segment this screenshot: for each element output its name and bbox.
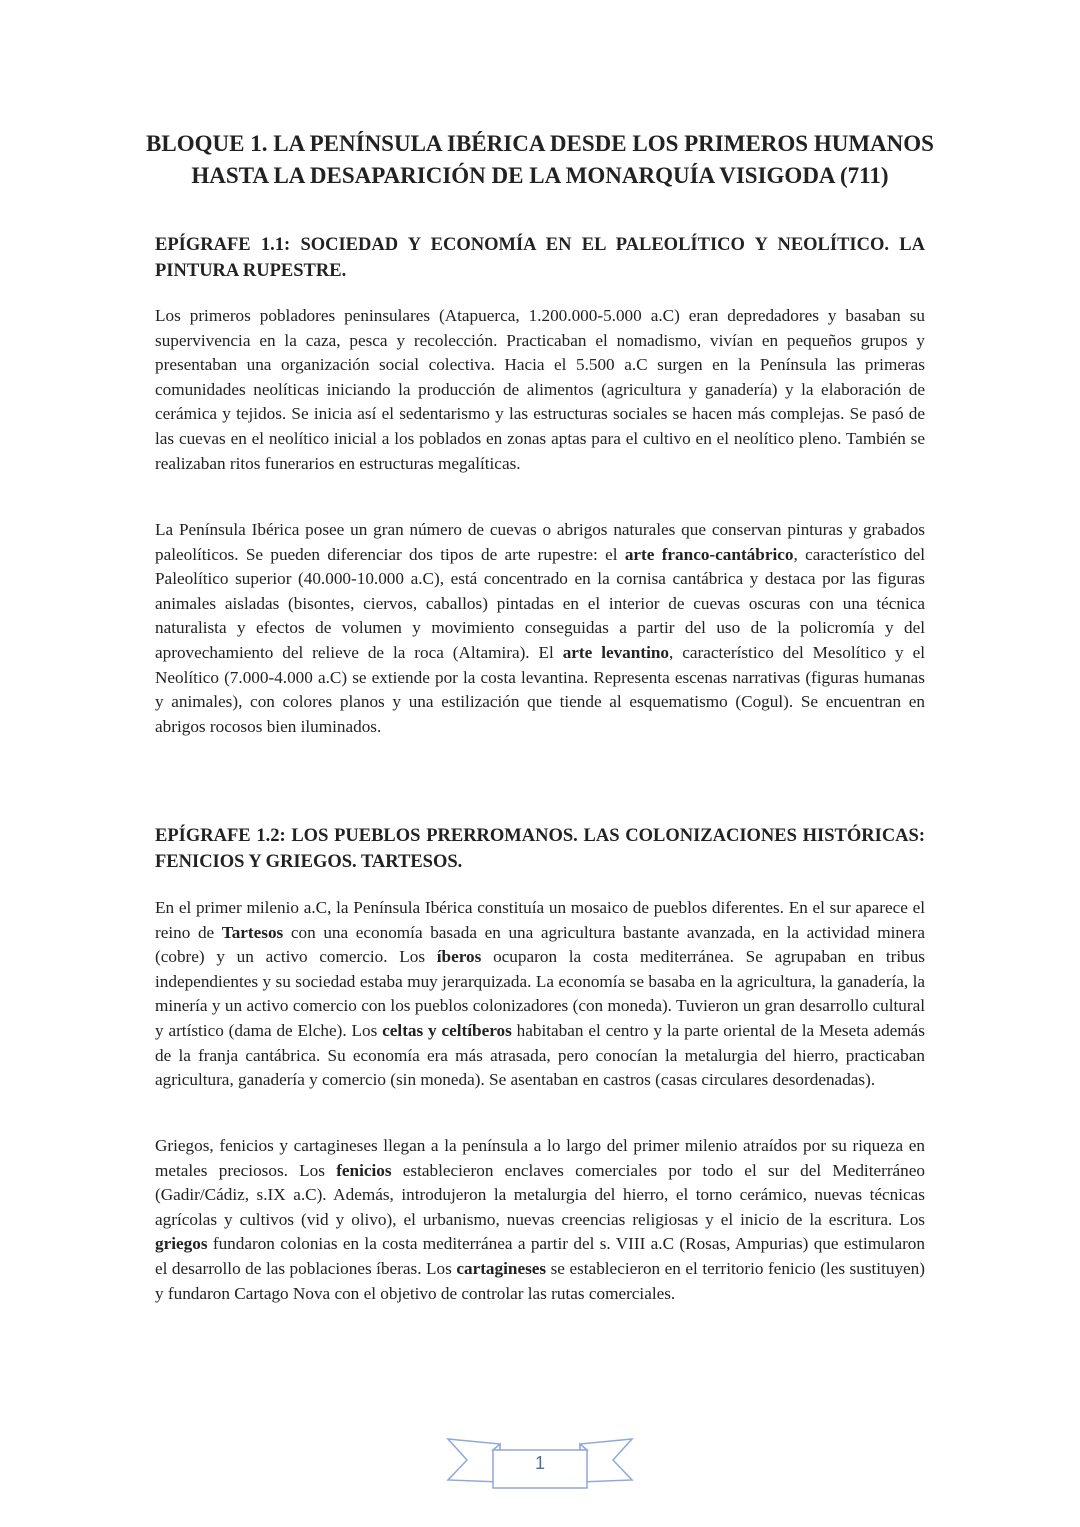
- bold-term: celtas y celtíberos: [382, 1020, 512, 1040]
- paragraph: [155, 518, 925, 739]
- text-run: se establecieron en el territorio fenicio (les sustituyen) y fundaron Cartago Nova con el objetivo de controlar las rutas comerciales.: [155, 1258, 925, 1303]
- page-number: 1: [534, 1453, 545, 1473]
- bold-term: cartagineses: [456, 1258, 547, 1278]
- text-run: con una economía basada en una agricultura bastante avanzada, en la actividad minera (cobre) y un activo comercio. Los: [155, 922, 925, 967]
- text-run: Los primeros pobladores peninsulares (Atapuerca, 1.200.000-5.000 a.C) eran depredadores y basaban su supervivencia en la caza, pesca y recolección. Practicaban el nomadismo, vivían en pequeños grupos y presentaban una organización social colectiva. Hacia el 5.500 a.C surgen en la Península las primeras comunidades neolíticas iniciando la producción de alimentos (agricultura y ganadería) y la elaboración de cerámica y tejidos. Se inicia así el sedentarismo y las estructuras sociales se hacen más complejas. Se pasó de las cuevas en el neolítico inicial a los poblados en zonas aptas para el cultivo en el neolítico pleno. También se realizaban ritos funerarios en estructuras megalíticas.: [155, 306, 925, 473]
- paragraph: [155, 1134, 925, 1306]
- text-run: , característico del Paleolítico superior (40.000-10.000 a.C), está concentrado en la cornisa cantábrica y destaca por las figuras animales aisladas (bisontes, ciervos, caballos) pintadas en el interior de cuevas oscuras con una técnica naturalista y efectos de volumen y movimiento conseguidas a partir del uso de la policromía y del aprovechamiento del relieve de la roca (Altamira). El: [155, 544, 925, 662]
- text-run: fundaron colonias en la costa mediterránea a partir del s. VIII a.C (Rosas, Ampurias) que estimularon el desarrollo de las poblaciones íberas. Los: [155, 1234, 925, 1278]
- title-line-2: HASTA LA DESAPARICIÓN DE LA MONARQUÍA VISIGODA (711): [191, 163, 889, 188]
- text-run: La Península Ibérica posee un gran número de cuevas o abrigos naturales que conservan pinturas y grabados paleolíticos. Se pueden diferenciar dos tipos de arte rupestre: el: [155, 520, 925, 564]
- text-run: ocuparon la costa mediterránea. Se agrupaban en tribus independientes y su sociedad estaba muy jerarquizada. La economía se basaba en la agricultura, la ganadería, la minería y un activo comercio con los pueblos colonizadores (con moneda). Tuvieron un gran desarrollo cultural y artístico (dama de Elche). Los: [155, 947, 925, 1040]
- bold-term: arte levantino: [562, 642, 669, 662]
- text-run: En el primer milenio a.C, la Península Ibérica constituía un mosaico de pueblos diferentes. En el sur aparece el reino de: [155, 898, 925, 942]
- document-title: [100, 128, 980, 192]
- text-run: , característico del Mesolítico y el Neolítico (7.000-4.000 a.C) se extiende por la costa levantina. Representa escenas narrativas (figuras humanas y animales), con colores planos y una estilización que tiende al esquematismo (Cogul). Se encuentran en abrigos rocosos bien iluminados.: [155, 642, 925, 736]
- bold-term: arte franco-cantábrico: [624, 544, 794, 564]
- bold-term: griegos: [155, 1234, 208, 1254]
- bold-term: Tartesos: [221, 922, 284, 942]
- text-run: Griegos, fenicios y cartagineses llegan a la península a lo largo del primer milenio atraídos por su riqueza en metales preciosos. Los: [155, 1136, 925, 1180]
- bold-term: íberos: [436, 947, 482, 967]
- page-footer: [445, 1436, 635, 1492]
- text-run: habitaban el centro y la parte oriental de la Meseta además de la franja cantábrica. Su economía era más atrasada, pero conocían la metalurgia del hierro, practicaban agricultura, ganadería y comercio (sin moneda). Se asentaban en castros (casas circulares desordenadas).: [155, 1020, 925, 1090]
- bold-term: fenicios: [336, 1160, 392, 1180]
- paragraph: [155, 896, 925, 1093]
- title-line-1: BLOQUE 1. LA PENÍNSULA IBÉRICA DESDE LOS PRIMEROS HUMANOS: [146, 131, 934, 156]
- paragraph: [155, 304, 925, 476]
- section-heading-1-1: EPÍGRAFE 1.1: SOCIEDAD Y ECONOMÍA EN EL PALEOLÍTICO Y NEOLÍTICO. LA PINTURA RUPESTRE.: [155, 235, 925, 281]
- section-heading-1-2: EPÍGRAFE 1.2: LOS PUEBLOS PRERROMANOS. LAS COLONIZACIONES HISTÓRICAS: FENICIOS Y GRIEGOS. TARTESOS.: [155, 826, 925, 872]
- text-run: establecieron enclaves comerciales por todo el sur del Mediterráneo (Gadir/Cádiz, s.IX a.C). Además, introdujeron la metalurgia del hierro, el torno cerámico, nuevas técnicas agrícolas y cultivos (vid y olivo), el urbanismo, nuevas creencias religiosas y el inicio de la escritura. Los: [155, 1160, 925, 1229]
